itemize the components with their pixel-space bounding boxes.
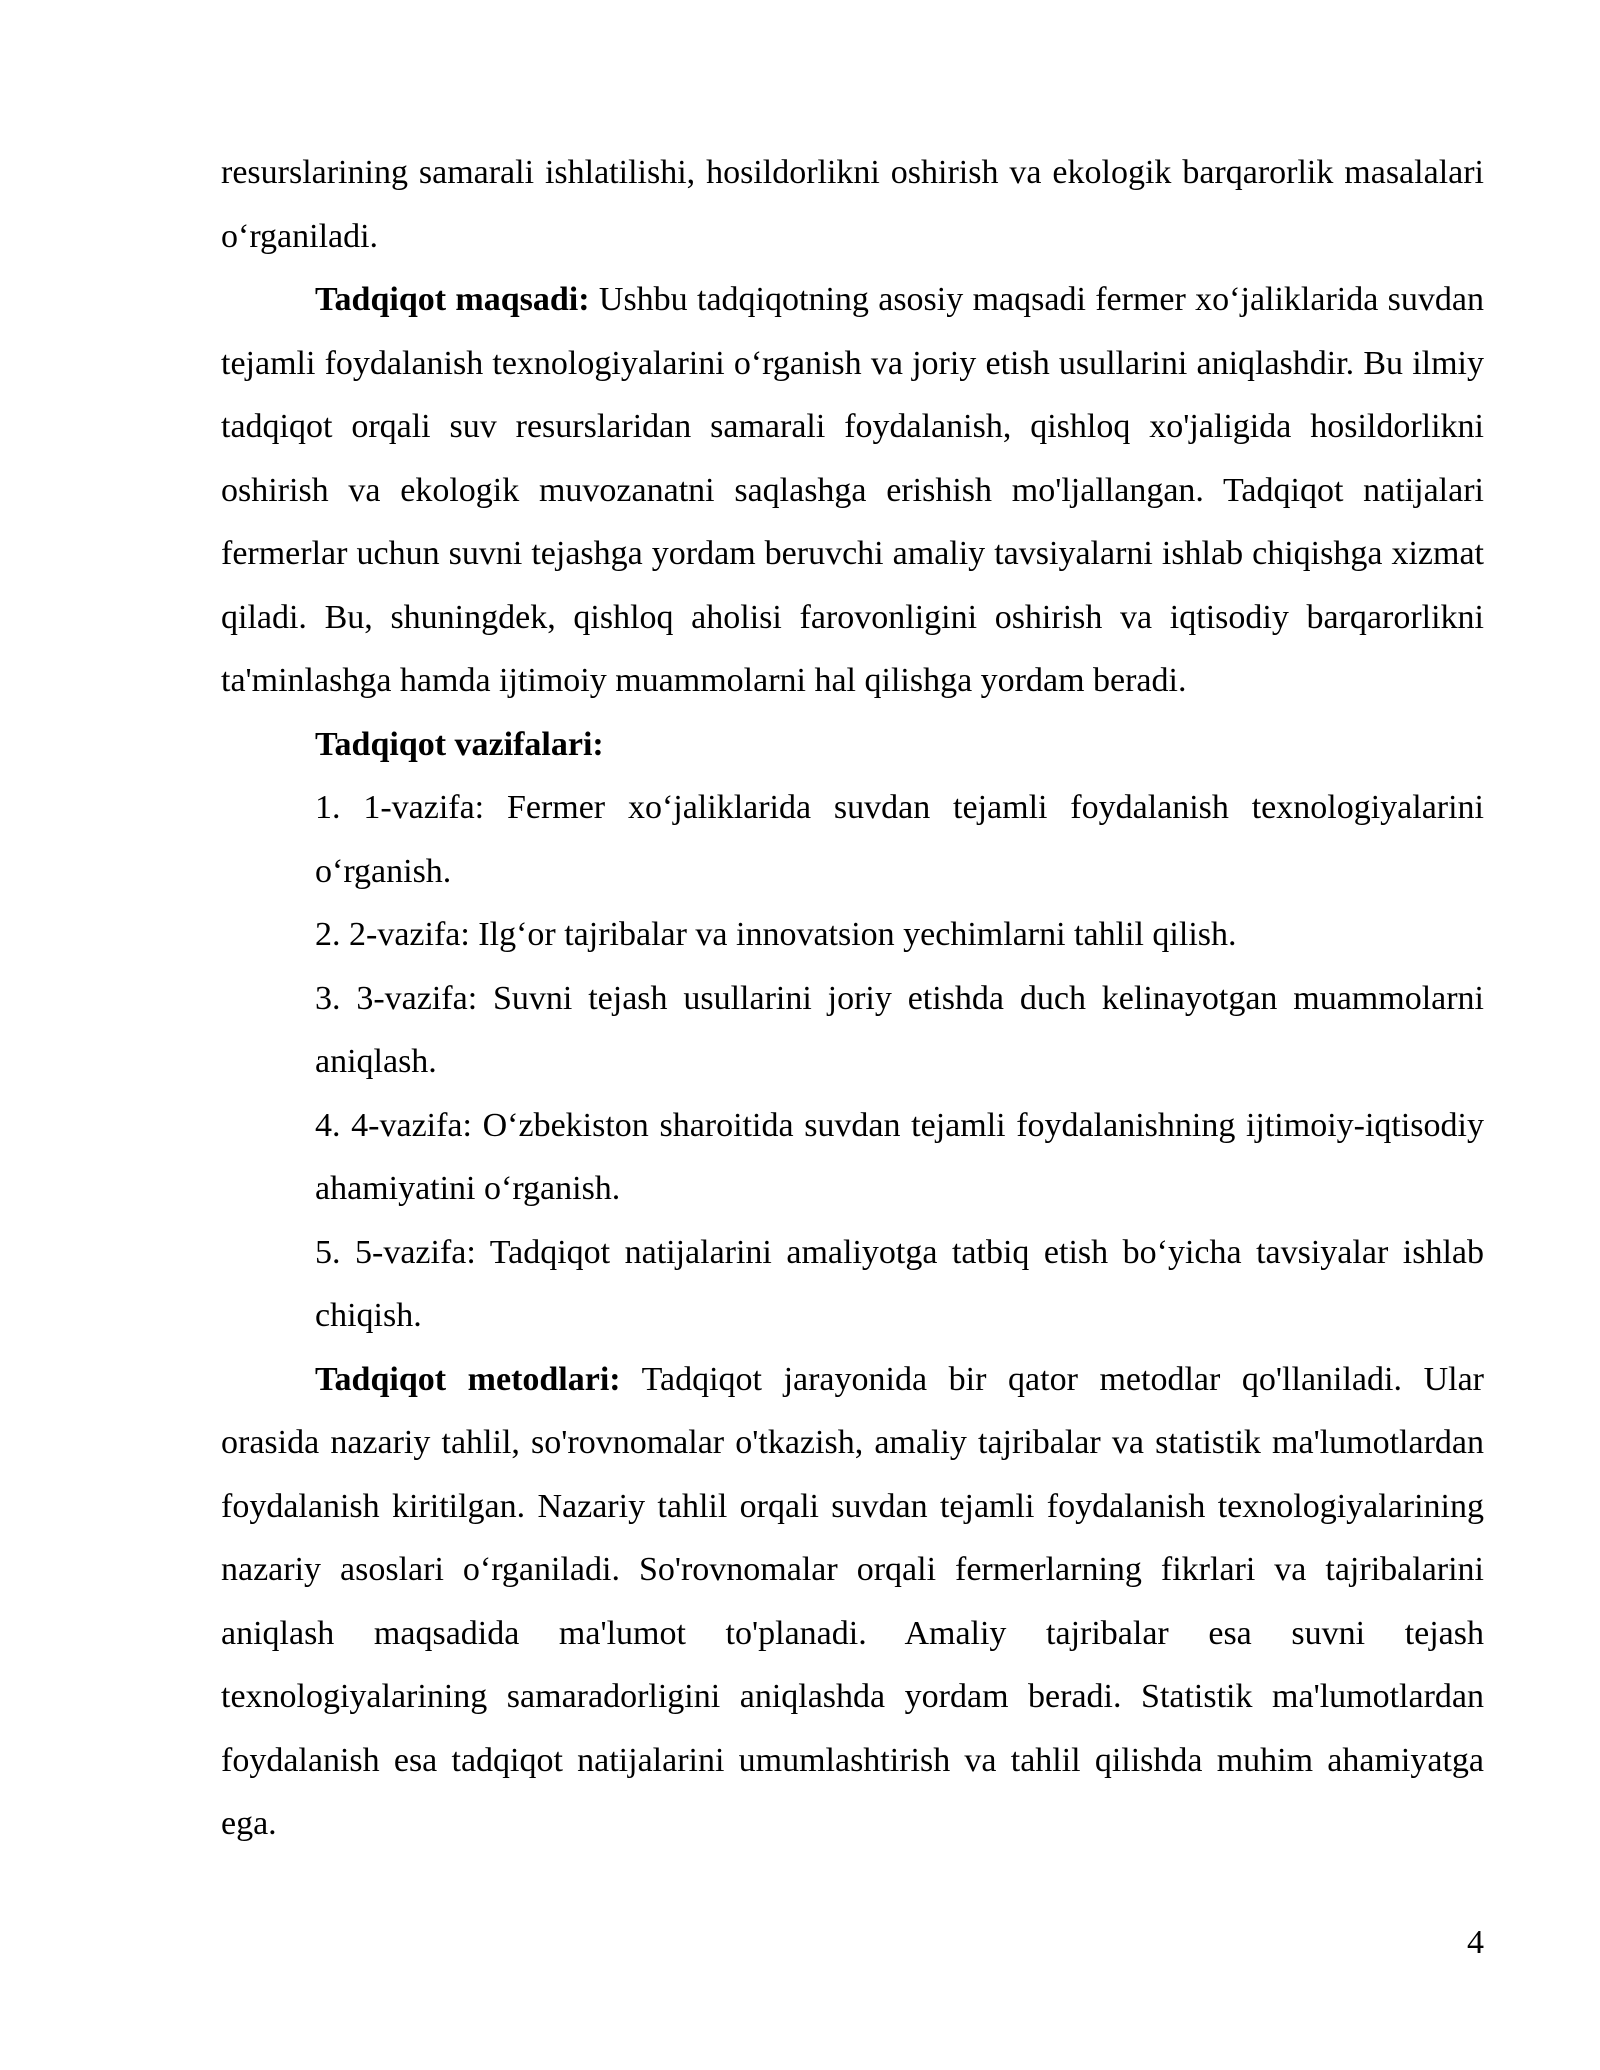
goal-label: Tadqiqot maqsadi: [315, 281, 590, 318]
body-text [221, 141, 1484, 1856]
tasks-heading: Tadqiqot vazifalari: [315, 725, 604, 763]
methods-label: Tadqiqot metodlari: [315, 1360, 621, 1398]
task-item-3: 3. 3-vazifa: Suvni tejash usullarini joriy etishda duch kelinayotgan muammolarni aniqlash. [315, 979, 1484, 1080]
methods-paragraph [221, 1348, 1484, 1856]
task-item-4: 4. 4-vazifa: O‘zbekiston sharoitida suvdan tejamli foydalanishning ijtimoiy-iqtisodiy ahamiyatini o‘rganish. [315, 1106, 1484, 1207]
page-number: 4 [1467, 1924, 1484, 1961]
methods-text: Tadqiqot jarayonida bir qator metodlar qo'llaniladi. Ular orasida nazariy tahlil, so'rovnomalar o'tkazish, amaliy tajribalar va statistik ma'lumotlardan foydalanish kiritilgan. Nazariy tahlil orqali suvdan tejamli foydalanish texnologiyalarining nazariy asoslari o‘rganiladi. So'rovnomalar orqali fermerlarning fikrlari va tajribalarini aniqlash maqsadida ma'lumot to'planadi. Amaliy tajribalar esa suvni tejash texnologiyalarining samaradorligini aniqlashda yordam beradi. Statistik ma'lumotlardan foydalanish esa tadqiqot natijalarini umumlashtirish va tahlil qilishda muhim ahamiyatga ega. [221, 1360, 1484, 1842]
task-item-1: 1. 1-vazifa: Fermer xo‘jaliklarida suvdan tejamli foydalanish texnologiyalarini o‘rganish. [315, 789, 1484, 890]
intro-continuation-paragraph: resurslarining samarali ishlatilishi, hosildorlikni oshirish va ekologik barqarorlik masalalari o‘rganiladi. [221, 154, 1484, 255]
task-item-5: 5. 5-vazifa: Tadqiqot natijalarini amaliyotga tatbiq etish bo‘yicha tavsiyalar ishlab chiqish. [315, 1233, 1484, 1334]
task-item-2: 2. 2-vazifa: Ilg‘or tajribalar va innovatsion yechimlarni tahlil qilish. [315, 916, 1237, 953]
goal-text: Ushbu tadqiqotning asosiy maqsadi fermer xo‘jaliklarida suvdan tejamli foydalanish texnologiyalarini o‘rganish va joriy etish usullarini aniqlashdir. Bu ilmiy tadqiqot orqali suv resurslaridan samarali foydalanish, qishloq xo'jaligida hosildorlikni oshirish va ekologik muvozanatni saqlashga erishish mo'ljallangan. Tadqiqot natijalari fermerlar uchun suvni tejashga yordam beruvchi amaliy tavsiyalarni ishlab chiqishga xizmat qiladi. Bu, shuningdek, qishloq aholisi farovonligini oshirish va iqtisodiy barqarorlikni ta'minlashga hamda ijtimoiy muammolarni hal qilishga yordam beradi. [221, 281, 1484, 699]
goal-paragraph [221, 268, 1484, 713]
